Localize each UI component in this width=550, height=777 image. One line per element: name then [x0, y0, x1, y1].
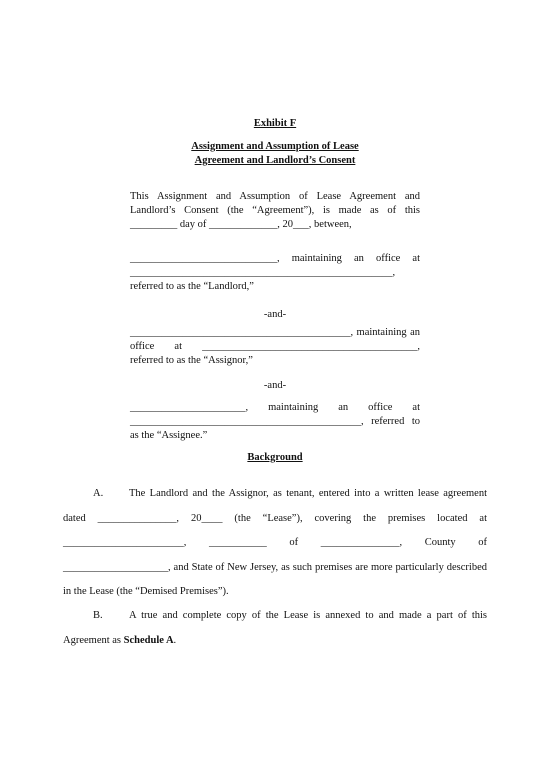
intro-paragraph: This Assignment and Assumption of Lease Agreement and Landlord’s Consent (the “Agreement”), is made as of this _________ day of _____________, 20___, between, [130, 191, 420, 230]
recital-b-end: . [173, 634, 177, 646]
assignee-block: ______________________, maintaining an office at ____________________________________________, referred to as the “Assignee.” [130, 402, 420, 441]
recital-b-text: A true and complete copy of the Lease is annexed to and made a part of this Agreement as [63, 610, 487, 646]
document-subtitle [0, 140, 550, 168]
recital-a [63, 482, 487, 605]
exhibit-title: Exhibit F [253, 118, 297, 129]
and-separator-1: -and- [263, 309, 287, 320]
recital-a-text: The Landlord and the Assignor, as tenant, entered into a written lease agreement dated _______________, 20____ (the “Lease”), covering the premises located at _______________________, ___________ of _______________, County of ____________________, and State of New Jersey, as such premises are more particularly described in the Lease (the “Demised Premises”). [63, 488, 487, 597]
schedule-a-reference: Schedule A [123, 634, 174, 646]
subtitle-line-2: Agreement and Landlord’s Consent [194, 155, 356, 166]
recital-b-label: B. [93, 610, 103, 621]
recital-b [63, 604, 487, 653]
recital-a-label: A. [93, 488, 104, 499]
landlord-block: ____________________________, maintaining an office at __________________________________________________, referred to as the “Landlord,” [130, 253, 420, 292]
subtitle-line-1: Assignment and Assumption of Lease [191, 141, 359, 152]
and-separator-2: -and- [263, 380, 287, 391]
assignor-block: __________________________________________, maintaining an office at _________________________________________, referred to as the “Assignor,” [130, 327, 420, 366]
background-heading: Background [247, 452, 303, 463]
